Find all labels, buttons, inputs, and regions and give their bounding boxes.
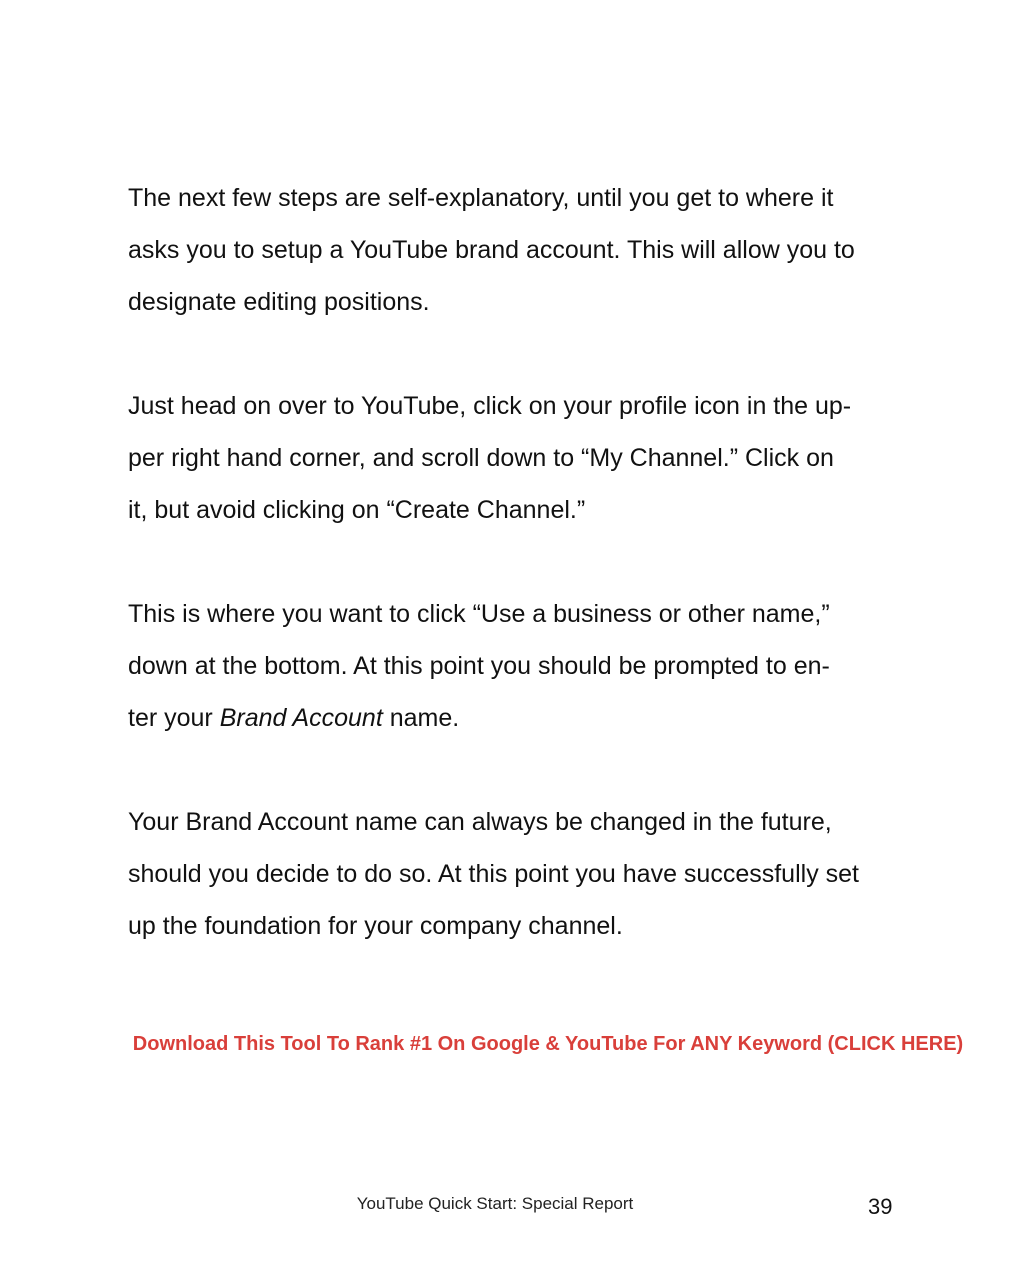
paragraph-line: down at the bottom. At this point you should be prompted to en- (128, 652, 830, 680)
line-text-after: name. (382, 704, 460, 732)
download-tool-link[interactable]: Download This Tool To Rank #1 On Google & YouTube For ANY Keyword (CLICK HERE) (132, 1033, 964, 1055)
paragraph-2 (128, 380, 908, 536)
paragraph-line: designate editing positions. (128, 288, 430, 316)
paragraph-line: Just head on over to YouTube, click on your profile icon in the up- (128, 392, 852, 420)
paragraph-4 (128, 796, 908, 952)
paragraph-line: The next few steps are self-explanatory, until you get to where it (128, 184, 834, 212)
paragraph-line: per right hand corner, and scroll down to “My Channel.” Click on (128, 444, 834, 472)
paragraph-line: Your Brand Account name can always be changed in the future, (128, 808, 832, 836)
line-text-before: ter your (128, 704, 220, 732)
footer-title: YouTube Quick Start: Special Report (356, 1194, 634, 1213)
brand-account-italic: Brand Account (219, 704, 383, 732)
page-number: 39 (868, 1194, 893, 1219)
paragraph-1 (128, 172, 908, 328)
paragraph-line: asks you to setup a YouTube brand account. This will allow you to (128, 236, 855, 264)
paragraph-line: This is where you want to click “Use a business or other name,” (128, 600, 830, 628)
body-text (128, 172, 908, 1004)
paragraph-line: up the foundation for your company channel. (128, 912, 623, 940)
paragraph-3 (128, 588, 908, 744)
paragraph-line-mixed (128, 692, 908, 744)
paragraph-line: should you decide to do so. At this point you have successfully set (128, 860, 859, 888)
paragraph-line: it, but avoid clicking on “Create Channel.” (128, 496, 586, 524)
